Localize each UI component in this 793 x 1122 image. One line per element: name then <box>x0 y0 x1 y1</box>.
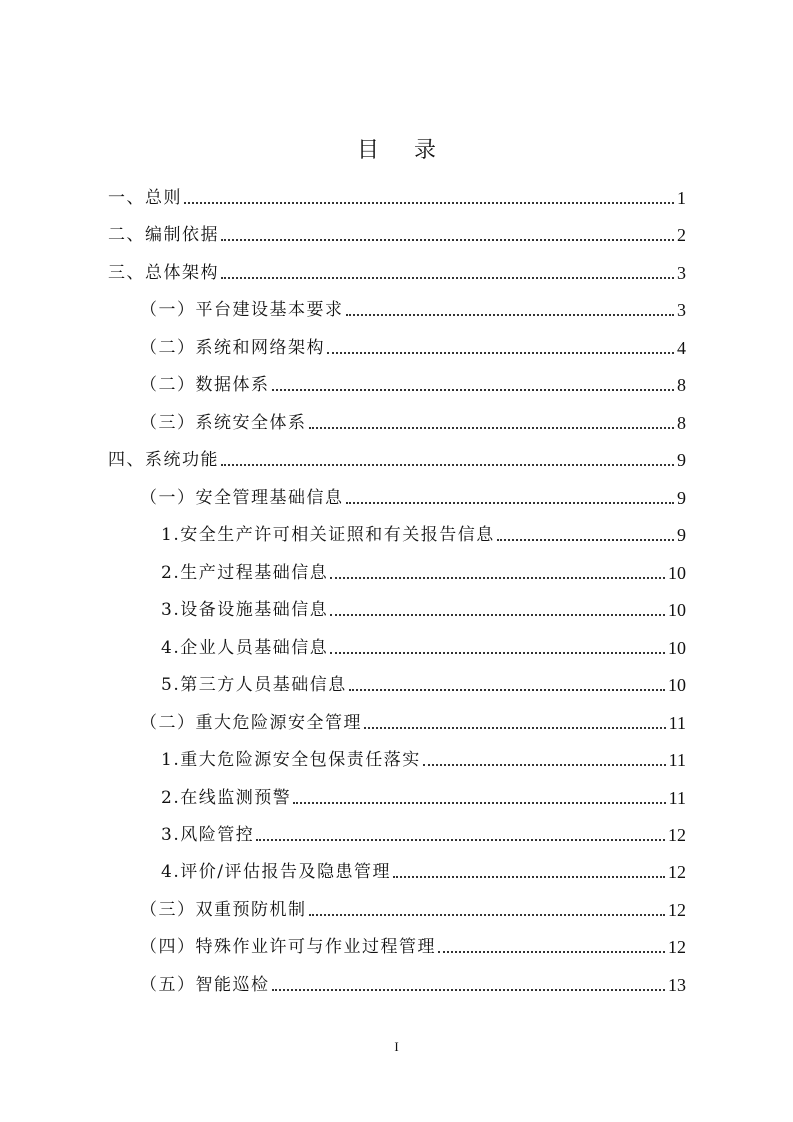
toc-entry-safety-basic-info[interactable] <box>140 481 686 509</box>
toc-entry-label: （四）特殊作业许可与作业过程管理 <box>140 937 436 957</box>
dot-leader <box>346 313 675 316</box>
dot-leader <box>330 613 665 616</box>
toc-entry-label: 3.设备设施基础信息 <box>161 600 329 620</box>
toc-entry-label: （五）智能巡检 <box>140 975 270 995</box>
dot-leader <box>221 276 674 279</box>
dot-leader <box>272 988 666 991</box>
toc-entry-data-system[interactable] <box>140 368 686 396</box>
toc-entry-label: 一、总则 <box>108 188 182 208</box>
dot-leader <box>327 351 674 354</box>
page-number: I <box>394 1039 399 1054</box>
toc-entry-platform-requirements[interactable] <box>140 293 686 321</box>
dot-leader <box>330 651 665 654</box>
dot-leader <box>256 838 665 841</box>
dot-leader <box>346 501 675 504</box>
toc-entry-page: 10 <box>668 675 686 695</box>
toc-entry-page: 9 <box>677 450 686 470</box>
toc-entry-page: 8 <box>677 413 686 433</box>
toc-entry-page: 13 <box>668 975 686 995</box>
toc-entry-monitoring[interactable] <box>161 781 686 809</box>
toc-entry-label: 四、系统功能 <box>108 450 219 470</box>
toc-entry-page: 3 <box>677 300 686 320</box>
toc-entry-label: 4.评价/评估报告及隐患管理 <box>161 862 391 882</box>
toc-entry-production-info[interactable] <box>161 556 686 584</box>
toc-entry-license-info[interactable] <box>161 518 686 546</box>
dot-leader <box>221 463 674 466</box>
toc-entry-label: 4.企业人员基础信息 <box>161 638 329 658</box>
toc-title: 目 录 <box>357 138 450 163</box>
dot-leader <box>393 875 665 878</box>
toc-entry-label: 2.生产过程基础信息 <box>161 563 329 583</box>
toc-entry-page: 4 <box>677 338 686 358</box>
toc-entry-security-system[interactable] <box>140 406 686 434</box>
dot-leader <box>364 726 666 729</box>
toc-entry-third-party-info[interactable] <box>161 668 686 696</box>
toc-entry-page: 11 <box>668 713 686 733</box>
dot-leader <box>309 913 666 916</box>
toc-entry-page: 11 <box>668 788 686 808</box>
toc-entry-label: 3.风险管控 <box>161 825 255 845</box>
dot-leader <box>423 763 666 766</box>
dot-leader <box>497 538 674 541</box>
toc-entry-personnel-info[interactable] <box>161 631 686 659</box>
toc-entry-major-hazard[interactable] <box>140 706 686 734</box>
dot-leader <box>330 576 665 579</box>
toc-entry-page: 10 <box>668 638 686 658</box>
toc-entry-risk-control[interactable] <box>161 818 686 846</box>
toc-entry-page: 9 <box>677 525 686 545</box>
toc-entry-page: 3 <box>677 263 686 283</box>
toc-entry-label: 二、编制依据 <box>108 225 219 245</box>
toc-entry-page: 12 <box>668 900 686 920</box>
toc-entry-page: 10 <box>668 600 686 620</box>
toc-entry-page: 8 <box>677 375 686 395</box>
dot-leader <box>349 688 665 691</box>
toc-entry-label: 5.第三方人员基础信息 <box>161 675 347 695</box>
toc-entry-dual-prevention[interactable] <box>140 893 686 921</box>
dot-leader <box>293 801 665 804</box>
toc-entry-system-network[interactable] <box>140 331 686 359</box>
toc-entry-label: 三、总体架构 <box>108 263 219 283</box>
toc-entry-page: 11 <box>668 750 686 770</box>
toc-entry-page: 12 <box>668 862 686 882</box>
toc-entry-label: （二）系统和网络架构 <box>140 338 325 358</box>
toc-entry-label: 1.重大危险源安全包保责任落实 <box>161 750 421 770</box>
toc-entry-evaluation[interactable] <box>161 855 686 883</box>
toc-entry-page: 2 <box>677 225 686 245</box>
toc-entry-label: （一）平台建设基本要求 <box>140 300 344 320</box>
toc-entry-label: （二）数据体系 <box>140 375 270 395</box>
dot-leader <box>184 201 674 204</box>
toc-entry-label: （三）双重预防机制 <box>140 900 307 920</box>
dot-leader <box>309 426 675 429</box>
toc-entry-responsibility[interactable] <box>161 743 686 771</box>
toc-entry-general[interactable] <box>108 181 686 209</box>
toc-entry-special-operations[interactable] <box>140 930 686 958</box>
toc-entry-page: 9 <box>677 488 686 508</box>
toc-entry-basis[interactable] <box>108 218 686 246</box>
toc-entry-label: （二）重大危险源安全管理 <box>140 713 362 733</box>
toc-entry-system-functions[interactable] <box>108 443 686 471</box>
toc-entry-equipment-info[interactable] <box>161 593 686 621</box>
toc-entry-page: 1 <box>677 188 686 208</box>
toc-entry-page: 12 <box>668 825 686 845</box>
toc-entry-label: （三）系统安全体系 <box>140 413 307 433</box>
toc-entry-architecture[interactable] <box>108 256 686 284</box>
dot-leader <box>272 388 675 391</box>
dot-leader <box>438 950 665 953</box>
toc-entry-smart-inspection[interactable] <box>140 968 686 996</box>
dot-leader <box>221 238 674 241</box>
toc-entry-page: 12 <box>668 937 686 957</box>
toc-entry-label: 1.安全生产许可相关证照和有关报告信息 <box>161 525 495 545</box>
toc-entry-page: 10 <box>668 563 686 583</box>
toc-entry-label: （一）安全管理基础信息 <box>140 488 344 508</box>
toc-entry-label: 2.在线监测预警 <box>161 788 292 808</box>
